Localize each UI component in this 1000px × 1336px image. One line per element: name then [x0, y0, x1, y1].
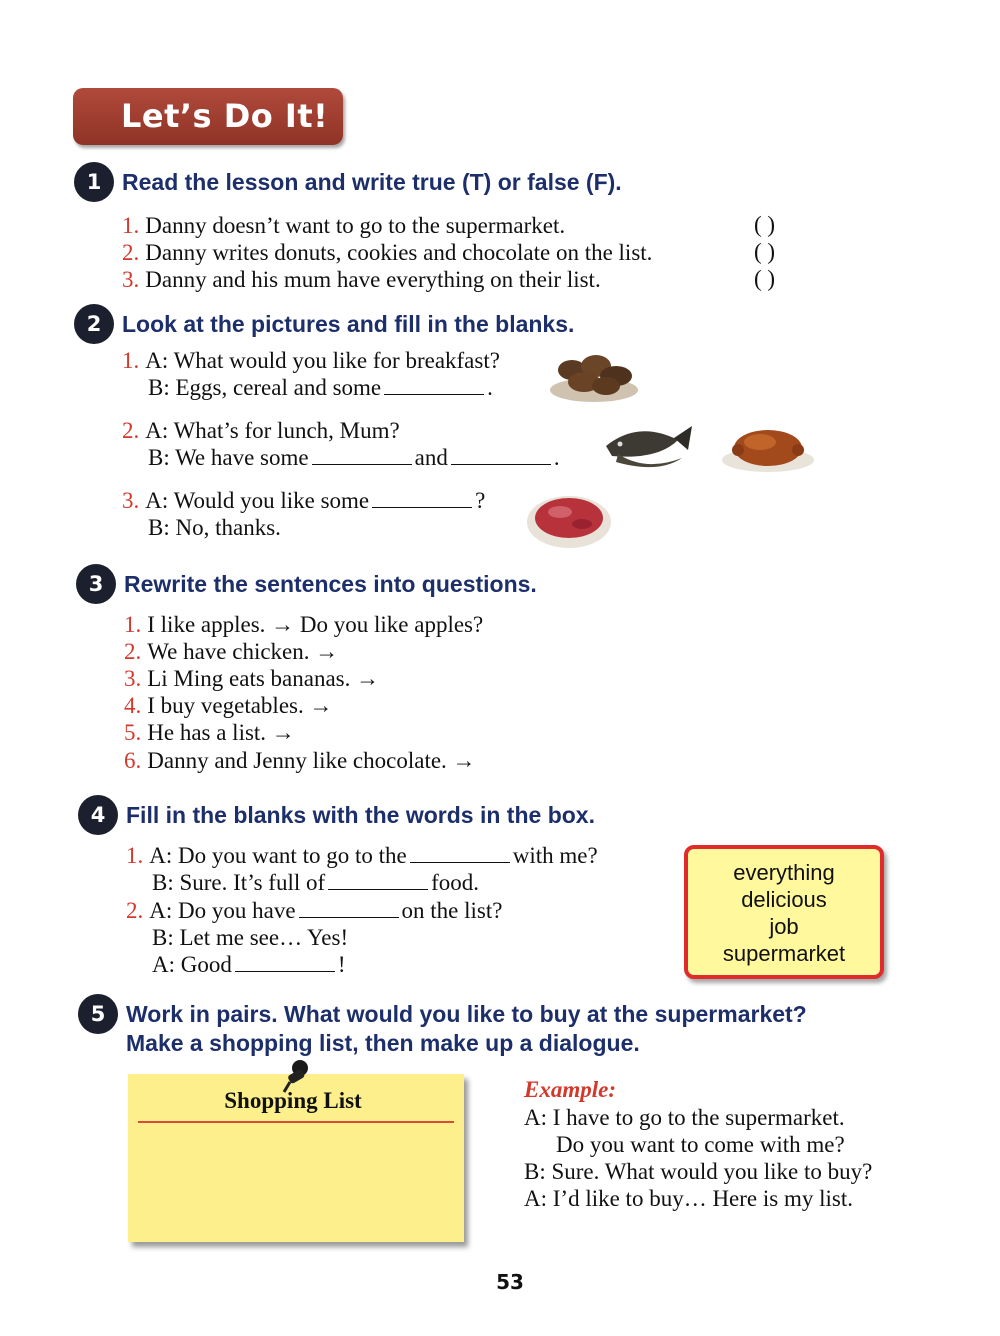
punctuation: . [553, 445, 560, 470]
task-3-heading: Rewrite the sentences into questions. [124, 571, 537, 597]
question-text: on the list? [401, 898, 503, 923]
meat-picture [526, 488, 612, 550]
page-number: 53 [496, 1270, 524, 1294]
task-5-number-badge: 5 [78, 994, 118, 1034]
task-5-heading-line-1: Work in pairs. What would you like to buy at the supermarket? [126, 1001, 807, 1027]
word-box-item: everything [733, 860, 835, 885]
answer-text: B: Let me see… Yes! [152, 925, 349, 950]
task-1-heading: Read the lesson and write true (T) or false (F). [122, 169, 622, 195]
item-text: I like apples. → Do you like apples? [147, 612, 484, 637]
task-4-number-badge: 4 [78, 795, 118, 835]
answer-parentheses[interactable]: ( ) [754, 239, 776, 264]
punctuation: ! [337, 952, 346, 977]
fill-blank[interactable] [328, 871, 428, 890]
example-line-3: B: Sure. What would you like to buy? [524, 1159, 873, 1184]
task-4-line-2 [152, 869, 479, 896]
example-line-2: Do you want to come with me? [556, 1132, 845, 1157]
item-text: We have chicken. → [147, 639, 339, 664]
task-3-item-3 [124, 665, 379, 692]
task-4-line-3 [126, 897, 502, 924]
task-1-item-2 [122, 239, 652, 266]
task-2-q1-line-b [148, 374, 493, 401]
item-text: He has a list. → [147, 720, 295, 745]
item-text: I buy vegetables. → [147, 693, 333, 718]
roast-chicken-picture [720, 420, 816, 474]
task-1-item-1 [122, 212, 565, 239]
answer-text: food. [431, 870, 480, 895]
item-number: 4. [124, 693, 142, 718]
item-number: 2. [126, 898, 144, 923]
task-2-q1-line-a [122, 347, 500, 374]
item-number: 1. [124, 612, 142, 637]
task-2-q3-line-a [122, 487, 485, 514]
punctuation: ? [475, 488, 486, 513]
task-3-item-2 [124, 638, 338, 665]
example-label: Example: [524, 1077, 616, 1102]
item-number: 1. [122, 213, 140, 238]
item-number: 2. [122, 418, 140, 443]
answer-parentheses[interactable]: ( ) [754, 212, 776, 237]
task-4-line-1 [126, 842, 598, 869]
question-text: A: Do you have [149, 898, 296, 923]
task-4-line-5 [152, 951, 346, 978]
task-1-number-badge: 1 [74, 162, 114, 202]
question-text: A: Good [152, 952, 232, 977]
task-3-item-4 [124, 692, 332, 719]
item-number: 3. [122, 267, 140, 292]
item-text: Li Ming eats bananas. → [147, 666, 380, 691]
task-4-heading: Fill in the blanks with the words in the box. [126, 802, 595, 828]
task-3-number-badge: 3 [76, 564, 116, 604]
word-box-item: job [769, 914, 799, 939]
question-text: A: What would you like for breakfast? [145, 348, 500, 373]
task-3-item-6 [124, 747, 476, 774]
item-text: Danny and Jenny like chocolate. → [147, 748, 476, 773]
task-2-q2-line-b [148, 444, 560, 471]
fill-blank[interactable] [312, 446, 412, 465]
task-2-q2-line-a [122, 417, 400, 444]
answer-text: B: We have some [148, 445, 309, 470]
fill-blank[interactable] [451, 446, 551, 465]
item-number: 3. [122, 488, 140, 513]
item-number: 1. [122, 348, 140, 373]
task-1-item-3 [122, 266, 601, 293]
question-text: A: Do you want to go to the [149, 843, 407, 868]
item-number: 3. [124, 666, 142, 691]
task-3-item-5 [124, 719, 295, 746]
task-4-line-4 [152, 924, 348, 951]
word-box-item: delicious [741, 887, 827, 912]
fill-blank[interactable] [235, 953, 335, 972]
shopping-list-title: Shopping List [224, 1088, 362, 1113]
shopping-list-divider [138, 1121, 454, 1123]
word-box-item: supermarket [722, 941, 846, 966]
fill-blank[interactable] [372, 489, 472, 508]
question-text: A: Would you like some [145, 488, 370, 513]
example-line-4: A: I’d like to buy… Here is my list. [524, 1186, 853, 1211]
item-number: 2. [124, 639, 142, 664]
item-number: 1. [126, 843, 144, 868]
task-5-heading-line-2: Make a shopping list, then make up a dialogue. [126, 1030, 640, 1056]
task-2-heading: Look at the pictures and fill in the blanks. [122, 311, 575, 337]
answer-text: B: No, thanks. [148, 515, 281, 540]
answer-text: B: Sure. It’s full of [152, 870, 326, 895]
question-text: with me? [512, 843, 598, 868]
cookies-picture [548, 348, 640, 404]
example-line-1: A: I have to go to the supermarket. [524, 1105, 845, 1130]
fill-blank[interactable] [410, 844, 510, 863]
lets-do-it-banner: Let’s Do It! [73, 88, 343, 145]
task-2-q3-line-b [148, 514, 281, 541]
item-number: 2. [122, 240, 140, 265]
answer-parentheses[interactable]: ( ) [754, 266, 776, 291]
fill-blank[interactable] [384, 376, 484, 395]
fish-picture [598, 416, 692, 474]
question-text: A: What’s for lunch, Mum? [145, 418, 400, 443]
task-2-number-badge: 2 [74, 304, 114, 344]
fill-blank[interactable] [299, 899, 399, 918]
word-box [684, 845, 884, 979]
punctuation: . [487, 375, 493, 400]
item-number: 5. [124, 720, 142, 745]
item-text: Danny and his mum have everything on their list. [145, 267, 601, 292]
item-text: Danny writes donuts, cookies and chocolate on the list. [145, 240, 653, 265]
answer-text: B: Eggs, cereal and some [148, 375, 382, 400]
conjunction: and [414, 445, 448, 470]
item-number: 6. [124, 748, 142, 773]
task-3-item-1 [124, 611, 483, 638]
item-text: Danny doesn’t want to go to the supermarket. [145, 213, 566, 238]
